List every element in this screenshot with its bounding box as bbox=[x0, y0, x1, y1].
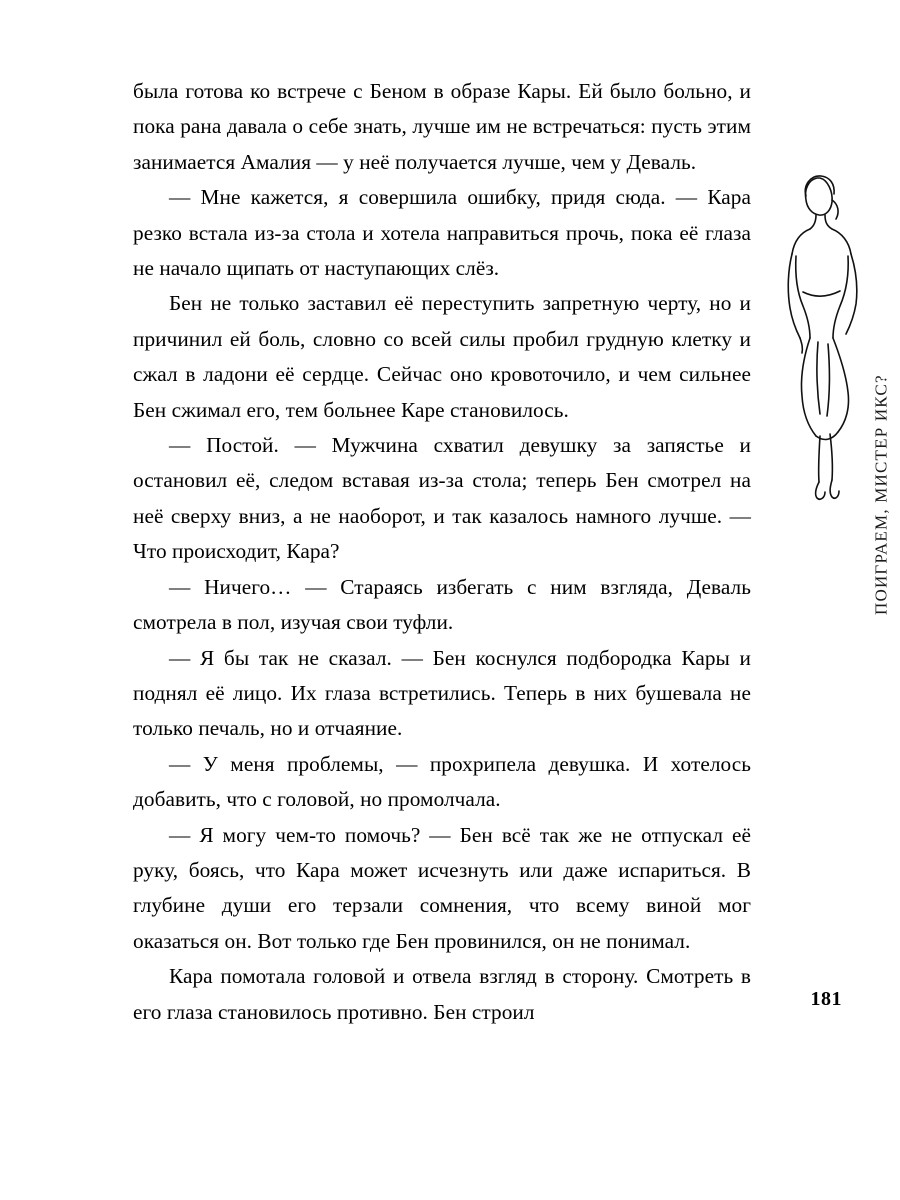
paragraph: Бен не только заставил её переступить запретную черту, но и причинил ей боль, словно со всей силы пробил грудную клетку и сжал в ладони её сердце. Сейчас оно кровоточило, и чем сильнее Бен сжимал его, тем больнее Каре становилось. bbox=[133, 291, 751, 422]
paragraph: — Постой. — Мужчина схватил девушку за запястье и остановил её, следом вставая из-за стола; теперь Бен смотрел на неё сверху вниз, а не наоборот, и так казалось намного лучше. — Что происходит, Кара? bbox=[133, 433, 751, 564]
woman-silhouette-icon bbox=[770, 170, 880, 520]
paragraph: Кара помотала головой и отвела взгляд в сторону. Смотреть в его глаза становилось противно. Бен строил bbox=[133, 964, 751, 1024]
body-text-column bbox=[133, 74, 751, 1030]
paragraph: — Я бы так не сказал. — Бен коснулся подбородка Кары и поднял её лицо. Их глаза встретились. Теперь в них бушевала не только печаль, но и отчаяние. bbox=[133, 645, 751, 741]
paragraph: была готова ко встрече с Беном в образе Кары. Ей было больно, и пока рана давала о себе знать, лучше им не встречаться: пусть этим занимается Амалия — у неё получается лучше, чем у Деваль. bbox=[133, 79, 751, 174]
running-title bbox=[872, 374, 892, 615]
paragraph: — У меня проблемы, — прохрипела девушка. И хотелось добавить, что с головой, но промолчала. bbox=[133, 751, 751, 812]
paragraph: — Ничего… — Стараясь избегать с ним взгляда, Деваль смотрела в пол, изучая свои туфли. bbox=[133, 574, 751, 635]
page-number: 181 bbox=[810, 988, 842, 1010]
paragraph: — Мне кажется, я совершила ошибку, придя сюда. — Кара резко встала из-за стола и хотела направиться прочь, пока её глаза не начало щипать от наступающих слёз. bbox=[133, 185, 751, 281]
paragraph: — Я могу чем-то помочь? — Бен всё так же не отпускал её руку, боясь, что Кара может исчезнуть или даже испариться. В глубине души его терзали сомнения, что всему виной мог оказаться он. Вот только где Бен провинился, он не понимал. bbox=[133, 822, 751, 953]
running-title-text: ПОИГРАЕМ, МИСТЕР ИКС? bbox=[872, 374, 891, 615]
